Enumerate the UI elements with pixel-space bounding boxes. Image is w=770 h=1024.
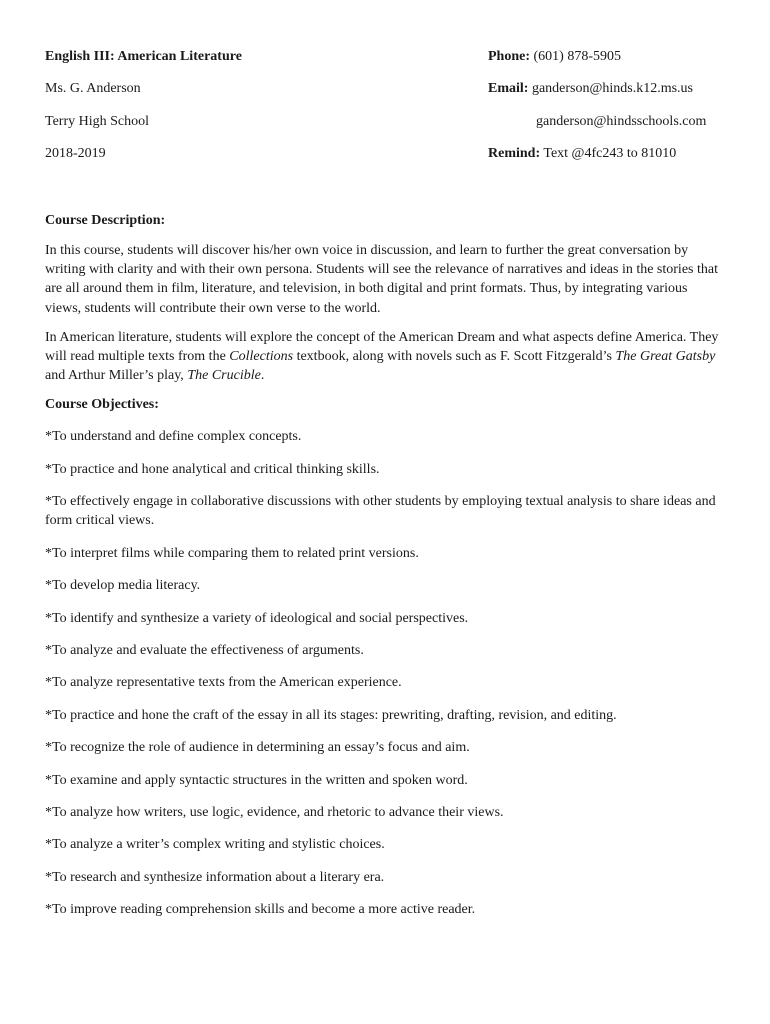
objective-item: *To understand and define complex concepts.: [45, 429, 302, 445]
objective-item: *To analyze a writer’s complex writing and stylistic choices.: [45, 837, 385, 853]
remind-label: Remind:: [488, 146, 541, 161]
objective-item: *To effectively engage in collaborative discussions with other students by employing textual analysis to share ideas and form critical views.: [45, 494, 716, 529]
objective-item: *To practice and hone the craft of the essay in all its stages: prewriting, drafting, revision, and editing.: [45, 707, 617, 723]
objective-item: *To research and synthesize information about a literary era.: [45, 869, 385, 885]
great-gatsby-title: The Great Gatsby: [615, 349, 716, 365]
course-description-heading: Course Description:: [45, 213, 166, 228]
objective-item: *To improve reading comprehension skills and become a more active reader.: [45, 902, 476, 918]
objective-item: *To analyze representative texts from the American experience.: [45, 675, 402, 691]
objective-item: *To identify and synthesize a variety of ideological and social perspectives.: [45, 610, 469, 626]
email-alt-link[interactable]: ganderson@hindsschools.com: [536, 114, 707, 129]
school-name: Terry High School: [45, 114, 150, 129]
objective-item: *To analyze and evaluate the effectiveness of arguments.: [45, 642, 364, 658]
school-year: 2018-2019: [45, 146, 106, 161]
phone-line: [488, 47, 621, 67]
phone-label: Phone:: [488, 49, 530, 64]
objective-item: *To analyze how writers, use logic, evidence, and rhetoric to advance their views.: [45, 804, 504, 820]
remind-line: [488, 144, 676, 164]
course-title: English III: American Literature: [45, 49, 242, 64]
objectives-list: [45, 427, 725, 919]
objective-item: *To interpret films while comparing them to related print versions.: [45, 545, 419, 561]
objective-item: *To develop media literacy.: [45, 578, 201, 594]
objective-item: *To examine and apply syntactic structures in the written and spoken word.: [45, 772, 468, 788]
teacher-name: Ms. G. Anderson: [45, 81, 141, 96]
syllabus-header: [45, 47, 725, 187]
syllabus-page: [45, 47, 725, 932]
crucible-title: The Crucible: [187, 368, 261, 384]
course-objectives-heading: Course Objectives:: [45, 397, 159, 413]
email-label: Email:: [488, 81, 529, 96]
objective-item: *To recognize the role of audience in determining an essay’s focus and aim.: [45, 740, 470, 756]
remind-value: Text @4fc243 to 81010: [543, 146, 677, 161]
phone-value: (601) 878-5905: [533, 49, 621, 64]
email-line: [488, 79, 693, 99]
description-paragraph-1: In this course, students will discover his/her own voice in discussion, and learn to further the great conversation by writing with clarity and with their own persona. Students will see the relevance of narratives and ideas in the stories that are all around them in film, literature, and television, in both digital and print formats. Thus, by integrating various views, students will contribute their own verse to the world.: [45, 243, 718, 316]
objective-item: *To practice and hone analytical and critical thinking skills.: [45, 461, 380, 477]
description-paragraph-2: In American literature, students will explore the concept of the American Dream and what aspects define America. They will read multiple texts from the Collections textbook, along with novels such as F. Scott Fitzgerald’s The Great Gatsby and Arthur Miller’s play, The Crucible.: [45, 329, 719, 384]
collections-title: Collections: [229, 349, 294, 365]
email-link[interactable]: ganderson@hinds.k12.ms.us: [531, 81, 694, 96]
